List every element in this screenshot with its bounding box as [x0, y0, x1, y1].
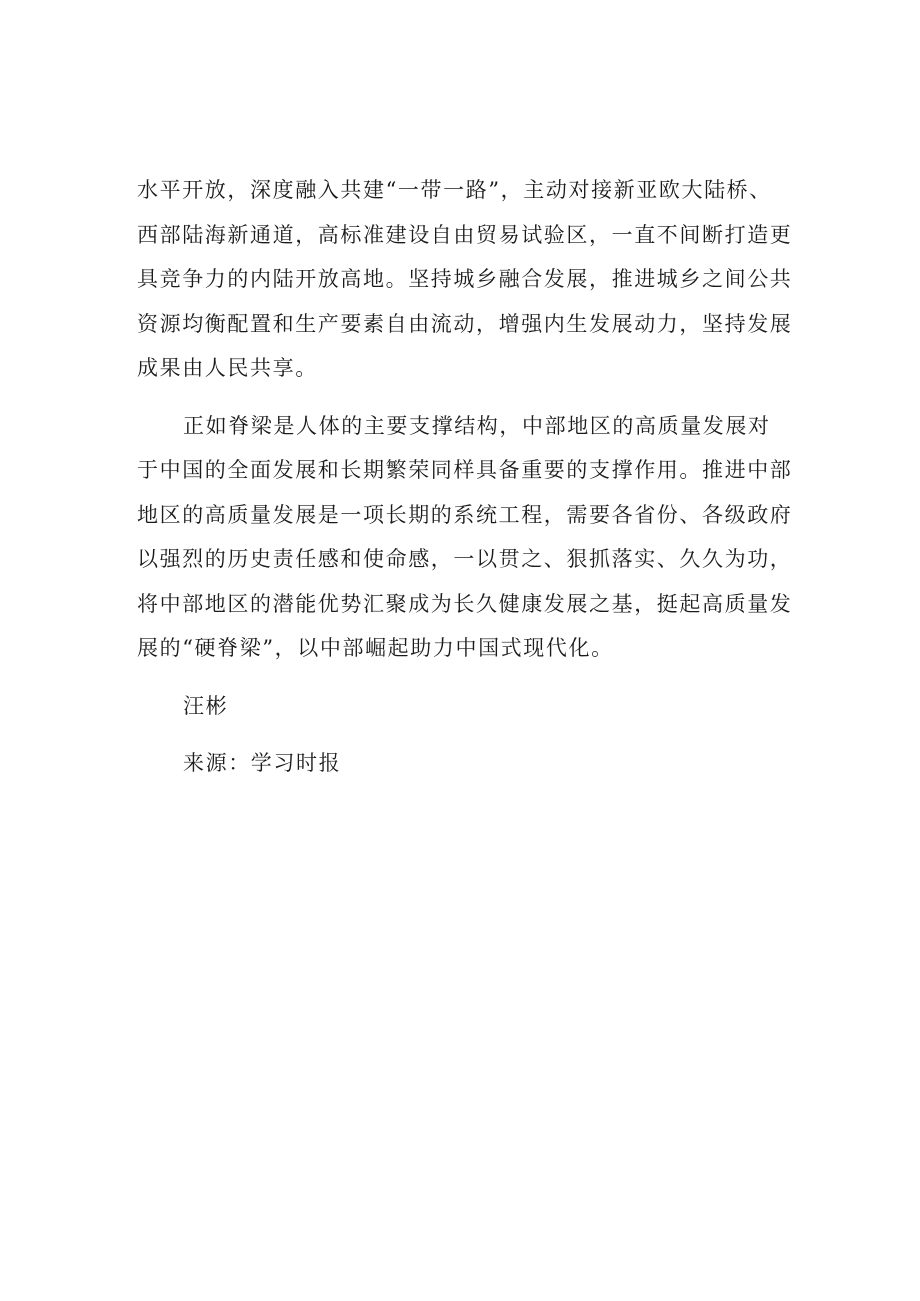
- text-line: 于中国的全面发展和长期繁荣同样具备重要的支撑作用。推进中部: [137, 458, 793, 482]
- paragraph-spacer: [137, 728, 797, 741]
- text-line: 地区的高质量发展是一项长期的系统工程，需要各省份、各级政府: [137, 502, 793, 527]
- text-line: 正如脊梁是人体的主要支撑结构，中部地区的高质量发展对: [183, 413, 771, 438]
- paragraph-spacer: [137, 671, 797, 684]
- paragraph-spacer: [137, 391, 797, 404]
- paragraph-2: [137, 404, 797, 671]
- text-line: 成果由人民共享。: [137, 356, 318, 380]
- source-line: 来源：学习时报: [183, 751, 342, 775]
- text-line: 以强烈的历史责任感和使命感，一以贯之、狠抓落实、久久为功，: [137, 547, 793, 571]
- text-line: 展的“硬脊梁”，以中部崛起助力中国式现代化。: [137, 636, 614, 660]
- text-line: 水平开放，深度融入共建“一带一路”，主动对接新亚欧大陆桥、: [137, 178, 772, 202]
- author-name: 汪彬: [183, 693, 229, 718]
- text-line: 将中部地区的潜能优势汇聚成为长久健康发展之基，挺起高质量发: [137, 591, 793, 616]
- text-line: 资源均衡配置和生产要素自由流动，增强内生发展动力，坚持发展: [137, 311, 793, 336]
- text-line: 具竞争力的内陆开放高地。坚持城乡融合发展，推进城乡之间公共: [137, 267, 793, 291]
- text-line: 西部陆海新通道，高标准建设自由贸易试验区，一直不间断打造更: [137, 222, 793, 247]
- article-body: [137, 168, 797, 786]
- paragraph-1: [137, 168, 797, 391]
